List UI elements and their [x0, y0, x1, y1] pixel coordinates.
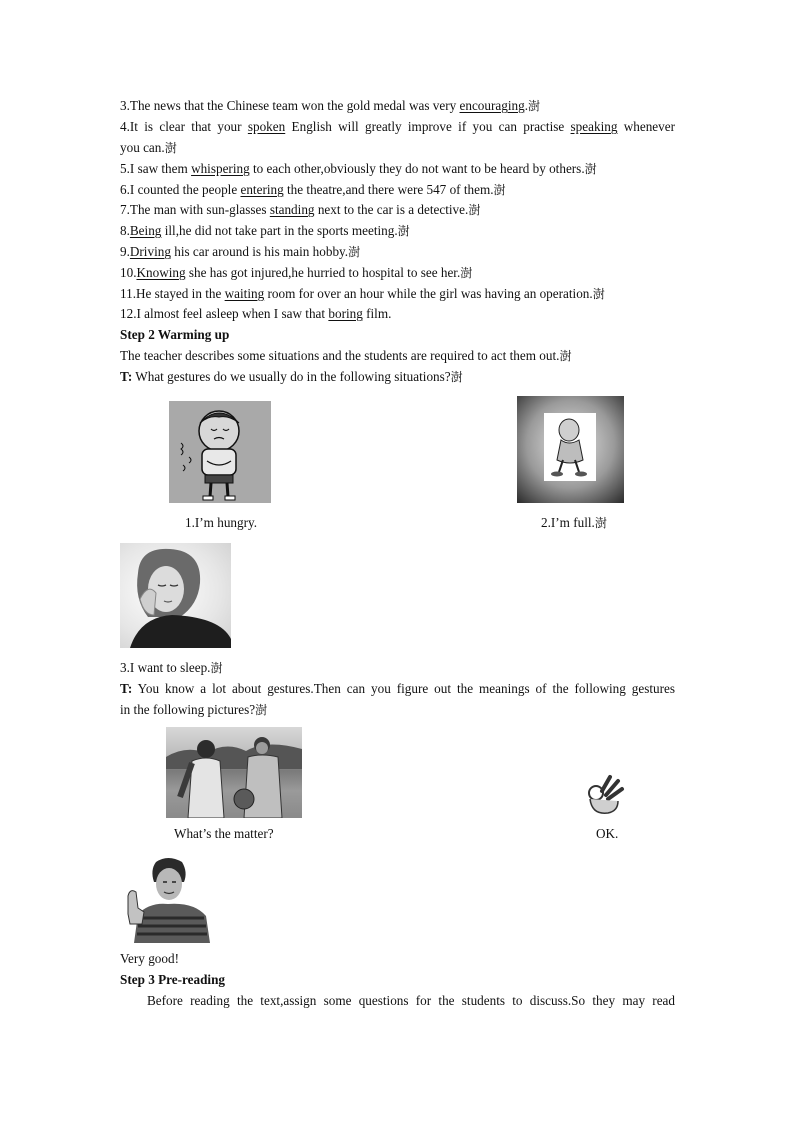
teacher-question-1	[120, 367, 675, 387]
caption-full	[541, 513, 607, 533]
sentence-text: 7.The man with sun-glasses	[120, 202, 270, 217]
sentence-text: she has got injured,he hurried to hospital to see her.	[185, 265, 461, 280]
caption-hungry: 1.I’m hungry.	[185, 515, 258, 530]
sentence-text: English will greatly improve if you can practise	[285, 119, 571, 134]
full-character-image	[517, 396, 624, 503]
paragraph-mark: 澍	[527, 99, 540, 113]
paragraph-mark: 澍	[594, 516, 607, 530]
sentence-text: 8.	[120, 223, 130, 238]
sentence-text: 3.The news that the Chinese team won the gold medal was very	[120, 98, 460, 113]
sentence-5	[120, 159, 675, 179]
paragraph-mark: 澍	[348, 245, 361, 259]
step2-heading: Step 2 Warming up	[120, 327, 230, 342]
sentence-text: whenever	[617, 119, 676, 134]
sentence-text: 11.He stayed in the	[120, 286, 225, 301]
sleeping-woman-image	[120, 543, 231, 648]
step3-paragraph: Before reading the text,assign some questions for the students to discuss.So they may read	[147, 993, 675, 1008]
caption-text: 2.I’m full.	[541, 515, 595, 530]
caption-very-good: Very good!	[120, 951, 179, 966]
sentence-text: ill,he did not take part in the sports meeting.	[161, 223, 398, 238]
underlined-word: entering	[240, 182, 284, 197]
underlined-word: waiting	[224, 286, 265, 301]
underlined-word: encouraging	[459, 98, 525, 113]
underlined-word: boring	[328, 306, 363, 321]
question-text: in the following pictures?	[120, 702, 256, 717]
sentence-text: .	[524, 98, 528, 113]
step2-intro	[120, 346, 675, 366]
sentence-text: next to the car is a detective.	[314, 202, 469, 217]
sentence-7	[120, 200, 675, 220]
teacher-label: T:	[120, 369, 133, 384]
sentence-text: to each other,obviously they do not want to be heard by others.	[249, 161, 585, 176]
ok-hand-image	[582, 773, 628, 818]
caption-text: 3.I want to sleep.	[120, 660, 211, 675]
hungry-boy-image	[169, 401, 271, 503]
underlined-word: speaking	[570, 119, 618, 134]
question-text: You know a lot about gestures.Then can you figure out the meanings of the following gestures	[132, 681, 675, 696]
two-men-image	[166, 727, 302, 818]
sentence-8	[120, 221, 675, 241]
paragraph-mark: 澍	[255, 703, 268, 717]
sentence-text: 5.I saw them	[120, 161, 192, 176]
intro-text: The teacher describes some situations and the students are required to act them out.	[120, 348, 560, 363]
underlined-word: Driving	[129, 244, 171, 259]
sentence-4-line1	[120, 117, 675, 137]
caption-sleep	[120, 658, 675, 678]
sentence-text: 4.It is clear that your	[120, 119, 248, 134]
sentence-10	[120, 263, 675, 283]
underlined-word: Being	[129, 223, 162, 238]
paragraph-mark: 澍	[450, 370, 463, 384]
underlined-word: standing	[269, 202, 315, 217]
sentence-text: film.	[362, 306, 392, 321]
teacher-label: T:	[120, 681, 133, 696]
caption-ok: OK.	[596, 826, 619, 841]
caption-matter: What’s the matter?	[174, 826, 274, 841]
sentence-9	[120, 242, 675, 262]
paragraph-mark: 澍	[493, 183, 506, 197]
sentence-6	[120, 180, 675, 200]
paragraph-mark: 澍	[164, 141, 177, 155]
question-text: What gestures do we usually do in the following situations?	[132, 369, 451, 384]
step3-heading: Step 3 Pre-reading	[120, 972, 226, 987]
sentence-text: 12.I almost feel asleep when I saw that	[120, 306, 329, 321]
teacher-question-2-line1	[120, 679, 675, 699]
sentence-text: the theatre,and there were 547 of them.	[283, 182, 494, 197]
sentence-text: room for over an hour while the girl was having an operation.	[264, 286, 593, 301]
sentence-text: 10.	[120, 265, 137, 280]
paragraph-mark: 澍	[592, 287, 605, 301]
sentence-text: 6.I counted the people	[120, 182, 241, 197]
sentence-text: 9.	[120, 244, 130, 259]
sentence-11	[120, 284, 675, 304]
sentence-4-line2	[120, 138, 675, 158]
teacher-question-2-line2	[120, 700, 675, 720]
sentence-text: his car around is his main hobby.	[170, 244, 349, 259]
paragraph-mark: 澍	[397, 224, 410, 238]
paragraph-mark: 澍	[584, 162, 597, 176]
paragraph-mark: 澍	[559, 349, 572, 363]
underlined-word: spoken	[247, 119, 286, 134]
paragraph-mark: 澍	[210, 661, 223, 675]
thumbs-up-man-image	[120, 852, 212, 943]
paragraph-mark: 澍	[468, 203, 481, 217]
underlined-word: whispering	[191, 161, 250, 176]
sentence-3	[120, 96, 675, 116]
paragraph-mark: 澍	[460, 266, 473, 280]
sentence-text: you can.	[120, 140, 165, 155]
underlined-word: Knowing	[136, 265, 186, 280]
sentence-12	[120, 304, 675, 324]
